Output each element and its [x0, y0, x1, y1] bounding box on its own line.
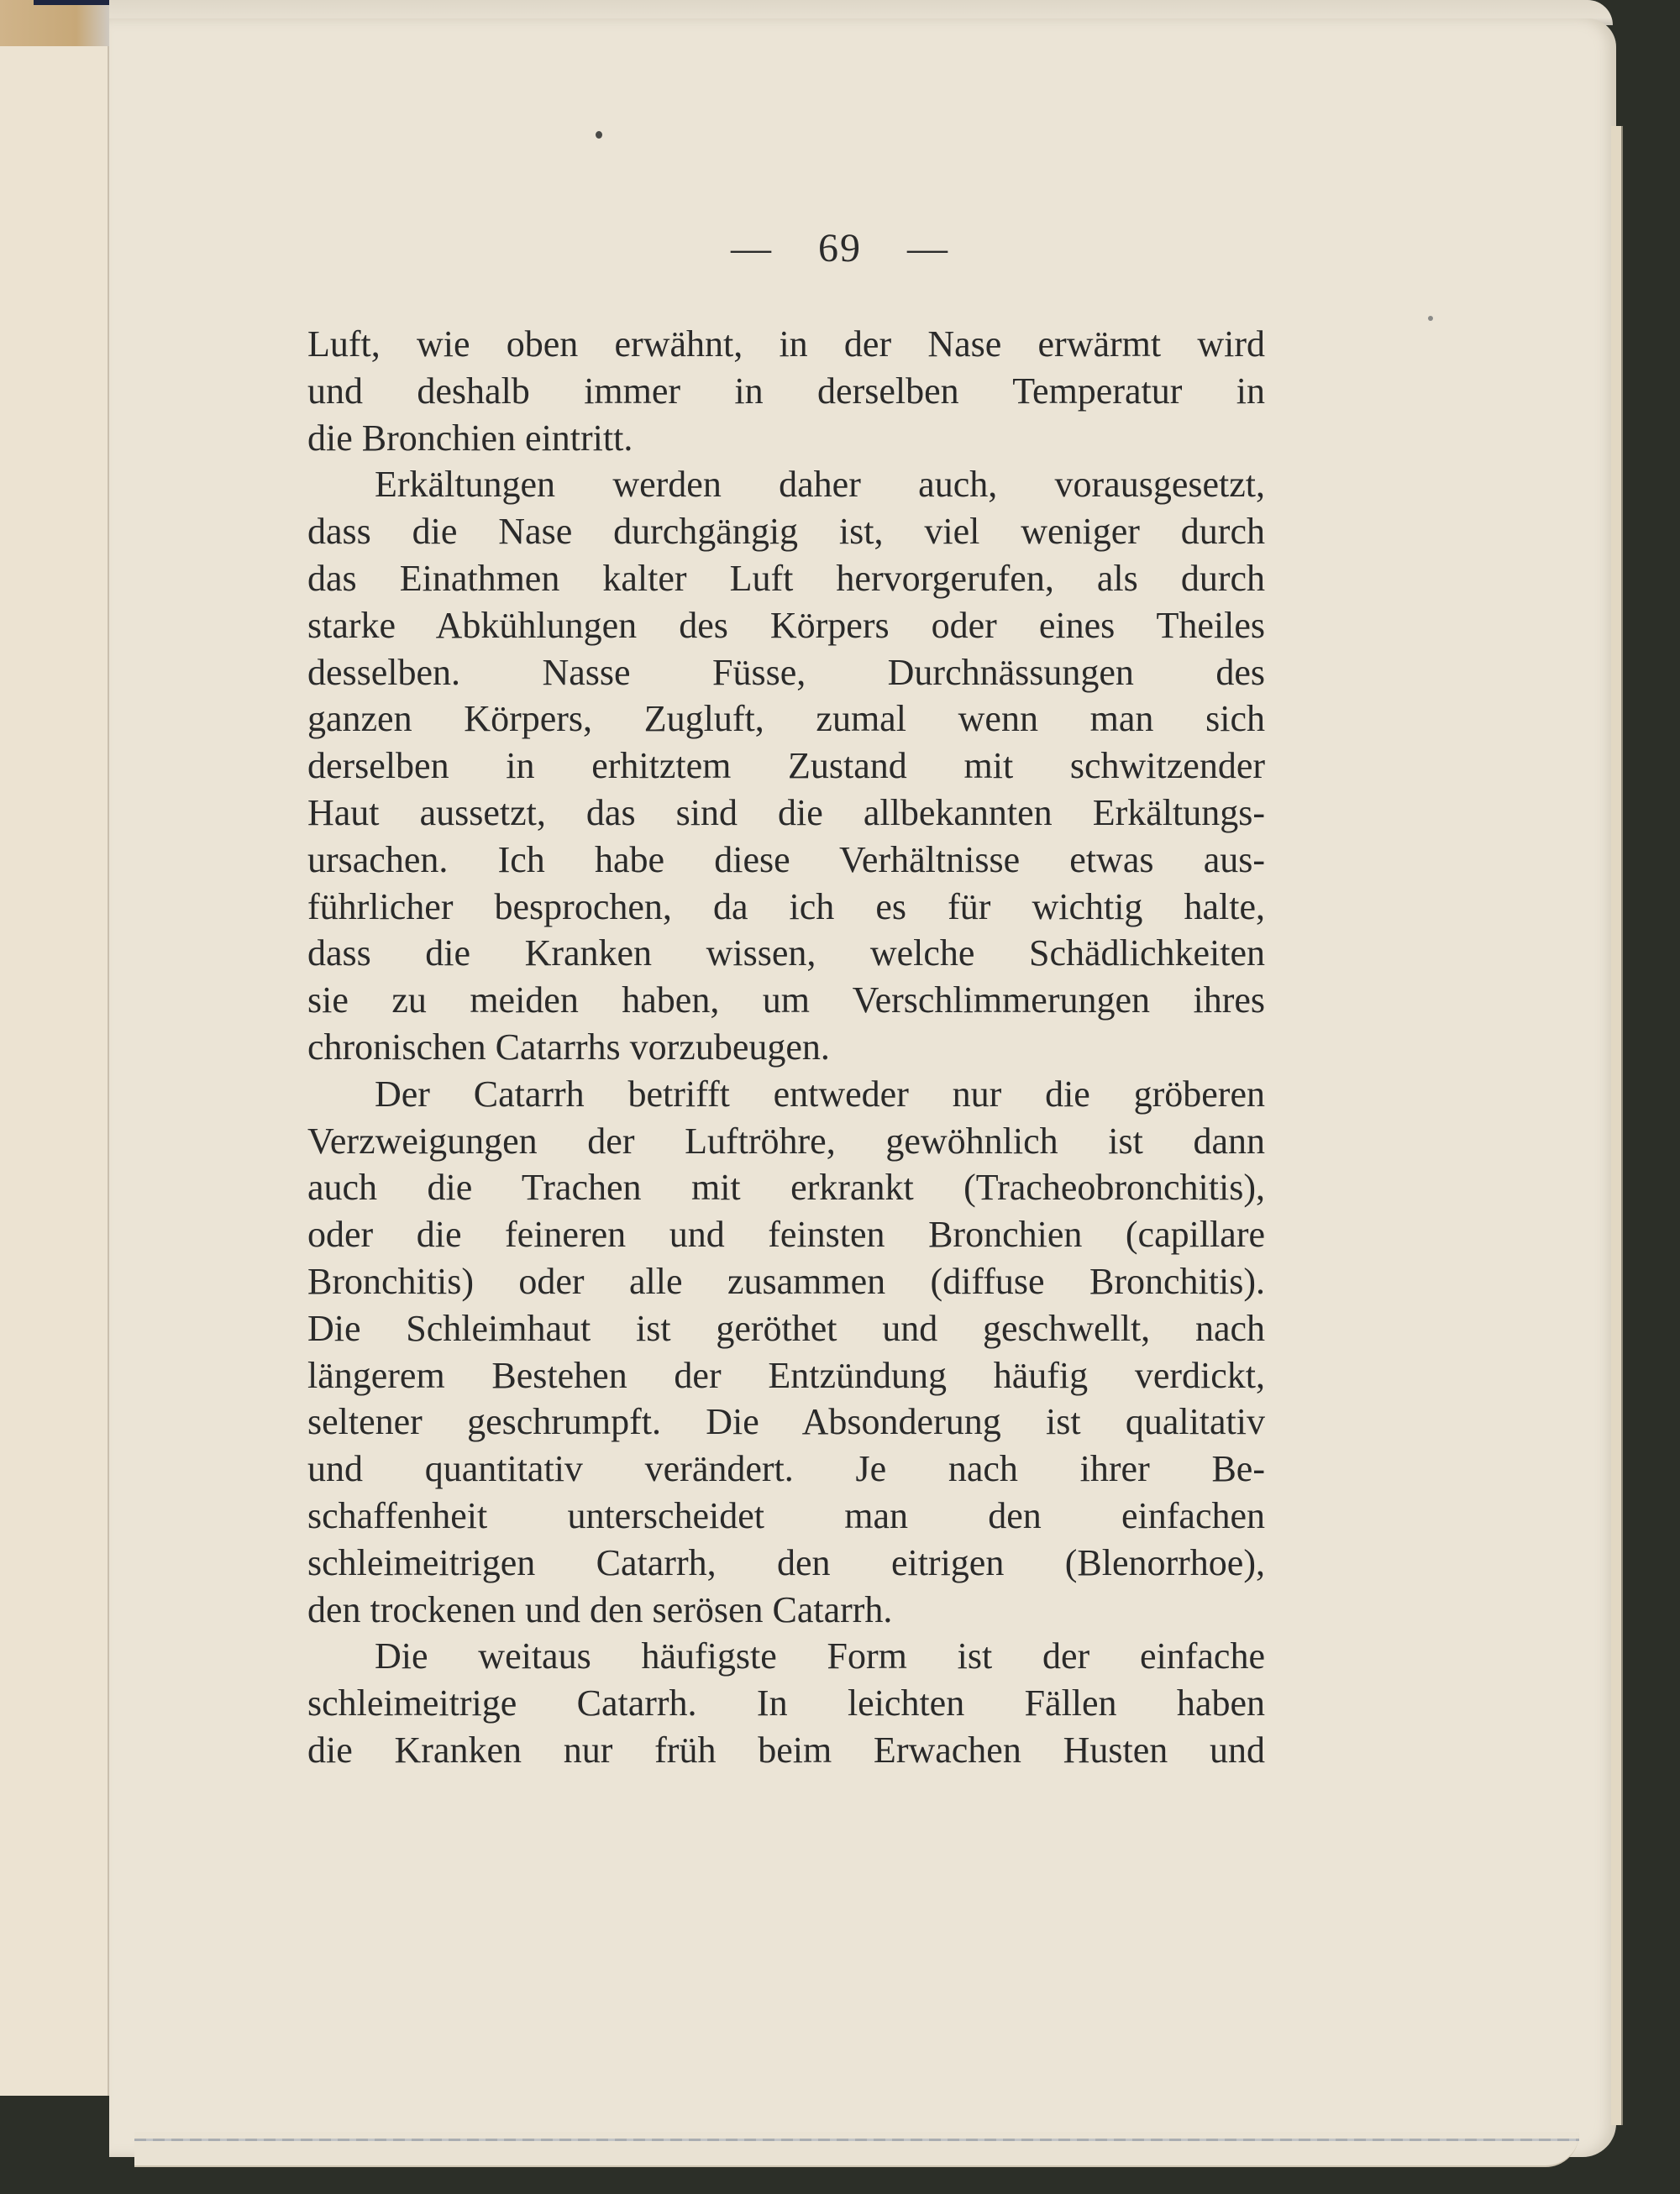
- text-line: führlicher besprochen, da ich es für wichtig halte,: [307, 885, 1265, 927]
- dash-right: —: [907, 226, 949, 270]
- text-line: die Bronchien eintritt.: [307, 417, 633, 459]
- text-line: schaffenheit unterscheidet man den einfachen: [307, 1494, 1265, 1536]
- adjacent-page: [0, 46, 109, 2096]
- text-line: das Einathmen kalter Luft hervorgerufen, als durch: [307, 557, 1265, 599]
- page-number: 69: [818, 226, 862, 270]
- text-line: ganzen Körpers, Zugluft, zumal wenn man sich: [307, 698, 1265, 740]
- text-line: dass die Kranken wissen, welche Schädlichkeiten: [307, 932, 1265, 974]
- text-line: dass die Nase durchgängig ist, viel weniger durch: [307, 511, 1265, 553]
- body-text: [307, 321, 1265, 1774]
- binding-strip: [34, 0, 109, 5]
- text-line: und deshalb immer in derselben Temperatur in: [307, 370, 1265, 412]
- page-right-edge: [1611, 126, 1623, 2125]
- text-line: schleimeitrigen Catarrh, den eitrigen (Blenorrhoe),: [307, 1541, 1265, 1583]
- text-line: chronischen Catarrhs vorzubeugen.: [307, 1026, 830, 1068]
- text-line: Die Schleimhaut ist geröthet und geschwellt, nach: [307, 1307, 1265, 1349]
- text-line: starke Abkühlungen des Körpers oder eines Theiles: [307, 604, 1265, 646]
- text-line: Bronchitis) oder alle zusammen (diffuse Bronchitis).: [307, 1260, 1265, 1302]
- text-line: Die weitaus häufigste Form ist der einfache: [375, 1635, 1265, 1677]
- text-line: den trockenen und den serösen Catarrh.: [307, 1588, 893, 1630]
- text-line: ursachen. Ich habe diese Verhältnisse etwas aus-: [307, 838, 1265, 880]
- text-line: derselben in erhitztem Zustand mit schwitzender: [307, 745, 1265, 787]
- text-line: längerem Bestehen der Entzündung häufig verdickt,: [307, 1354, 1265, 1396]
- text-line: auch die Trachen mit erkrankt (Tracheobronchitis),: [307, 1167, 1265, 1209]
- text-line: sie zu meiden haben, um Verschlimmerungen ihres: [307, 979, 1265, 1021]
- text-line: die Kranken nur früh beim Erwachen Husten und: [307, 1729, 1265, 1771]
- deckle-edge: [134, 2139, 1579, 2141]
- text-line: desselben. Nasse Füsse, Durchnässungen des: [307, 651, 1265, 693]
- page-number-header: [0, 225, 1680, 271]
- text-line: seltener geschrumpft. Die Absonderung ist qualitativ: [307, 1401, 1265, 1443]
- adjacent-page-edge-top: [0, 0, 109, 50]
- page-bottom-edge: [134, 2132, 1579, 2167]
- dash-left: —: [731, 226, 773, 270]
- text-line: Der Catarrh betrifft entweder nur die gröberen: [375, 1073, 1265, 1115]
- ink-speck: [1428, 316, 1433, 321]
- text-line: Verzweigungen der Luftröhre, gewöhnlich ist dann: [307, 1120, 1265, 1162]
- ink-speck: [596, 131, 602, 139]
- text-line: schleimeitrige Catarrh. In leichten Fällen haben: [307, 1682, 1265, 1724]
- text-line: Erkältungen werden daher auch, vorausgesetzt,: [375, 464, 1265, 506]
- text-line: Luft, wie oben erwähnt, in der Nase erwärmt wird: [307, 323, 1265, 365]
- text-line: Haut aussetzt, das sind die allbekannten Erkältungs-: [307, 791, 1265, 833]
- text-line: und quantitativ verändert. Je nach ihrer Be-: [307, 1448, 1265, 1490]
- text-line: oder die feineren und feinsten Bronchien (capillare: [307, 1214, 1265, 1256]
